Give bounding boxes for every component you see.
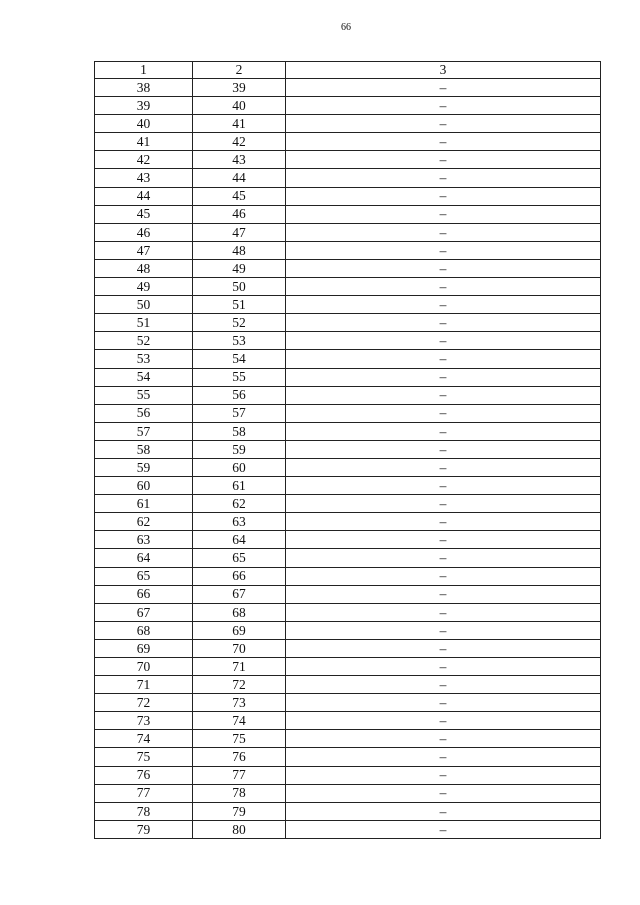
table-cell-col-2: 41 (193, 115, 286, 133)
table-cell-col-1: 51 (95, 314, 193, 332)
table-cell-col-2: 67 (193, 585, 286, 603)
table-cell-col-2: 65 (193, 549, 286, 567)
table-cell-col-2: 72 (193, 676, 286, 694)
table-row (95, 567, 601, 585)
table-cell-col-1: 45 (95, 205, 193, 223)
table-cell-col-2: 58 (193, 422, 286, 440)
table-cell-col-3: – (286, 115, 601, 133)
table-cell-col-3: – (286, 549, 601, 567)
table-row (95, 477, 601, 495)
table-row (95, 676, 601, 694)
table-row (95, 603, 601, 621)
table-cell-col-1: 76 (95, 766, 193, 784)
table-cell-col-3: – (286, 133, 601, 151)
table-cell-col-3: – (286, 676, 601, 694)
table-cell-col-1: 65 (95, 567, 193, 585)
table-cell-col-3: – (286, 748, 601, 766)
table-cell-col-1: 40 (95, 115, 193, 133)
table-row (95, 386, 601, 404)
table-cell-col-1: 47 (95, 241, 193, 259)
table-cell-col-2: 44 (193, 169, 286, 187)
table-cell-col-3: – (286, 621, 601, 639)
table-cell-col-1: 46 (95, 223, 193, 241)
table-row (95, 658, 601, 676)
table-cell-col-3: – (286, 187, 601, 205)
table-cell-col-1: 66 (95, 585, 193, 603)
table-cell-col-3: – (286, 368, 601, 386)
table-body (95, 79, 601, 839)
table-cell-col-2: 50 (193, 278, 286, 296)
table-cell-col-2: 66 (193, 567, 286, 585)
table-row (95, 205, 601, 223)
table-cell-col-2: 59 (193, 440, 286, 458)
table-cell-col-2: 75 (193, 730, 286, 748)
table-cell-col-2: 56 (193, 386, 286, 404)
table-cell-col-1: 68 (95, 621, 193, 639)
table-cell-col-2: 46 (193, 205, 286, 223)
table-cell-col-3: – (286, 477, 601, 495)
table-cell-col-3: – (286, 694, 601, 712)
table-cell-col-1: 57 (95, 422, 193, 440)
table-cell-col-2: 77 (193, 766, 286, 784)
table-cell-col-1: 77 (95, 784, 193, 802)
table-cell-col-1: 53 (95, 350, 193, 368)
table-cell-col-2: 79 (193, 802, 286, 820)
table-cell-col-1: 67 (95, 603, 193, 621)
table-cell-col-2: 54 (193, 350, 286, 368)
table-row (95, 368, 601, 386)
table-cell-col-3: – (286, 332, 601, 350)
table-row (95, 820, 601, 838)
table-cell-col-1: 63 (95, 531, 193, 549)
table-cell-col-3: – (286, 531, 601, 549)
table-row (95, 802, 601, 820)
table-cell-col-2: 60 (193, 458, 286, 476)
table-cell-col-2: 47 (193, 223, 286, 241)
column-header-3: 3 (286, 62, 601, 79)
table-cell-col-2: 71 (193, 658, 286, 676)
table-cell-col-1: 72 (95, 694, 193, 712)
table-row (95, 531, 601, 549)
table-cell-col-1: 75 (95, 748, 193, 766)
table-cell-col-1: 55 (95, 386, 193, 404)
table-cell-col-2: 69 (193, 621, 286, 639)
table-cell-col-1: 39 (95, 97, 193, 115)
table-row (95, 241, 601, 259)
table-cell-col-3: – (286, 404, 601, 422)
table-cell-col-3: – (286, 314, 601, 332)
table-cell-col-2: 68 (193, 603, 286, 621)
page-number: 66 (341, 22, 351, 33)
table-cell-col-1: 70 (95, 658, 193, 676)
column-header-1: 1 (95, 62, 193, 79)
table-row (95, 169, 601, 187)
table-header-row (95, 62, 601, 79)
table-cell-col-1: 59 (95, 458, 193, 476)
table-cell-col-1: 44 (95, 187, 193, 205)
table-row (95, 730, 601, 748)
table-cell-col-2: 57 (193, 404, 286, 422)
table-row (95, 712, 601, 730)
table-row (95, 440, 601, 458)
table-row (95, 79, 601, 97)
table-cell-col-2: 53 (193, 332, 286, 350)
table-row (95, 314, 601, 332)
table-row (95, 766, 601, 784)
table-row (95, 748, 601, 766)
table-cell-col-1: 43 (95, 169, 193, 187)
table-row (95, 784, 601, 802)
table-cell-col-2: 51 (193, 296, 286, 314)
table-row (95, 133, 601, 151)
table-cell-col-2: 73 (193, 694, 286, 712)
table-row (95, 115, 601, 133)
table-cell-col-3: – (286, 495, 601, 513)
table-cell-col-3: – (286, 730, 601, 748)
table-cell-col-2: 48 (193, 241, 286, 259)
table-cell-col-2: 62 (193, 495, 286, 513)
table-cell-col-3: – (286, 585, 601, 603)
table-row (95, 350, 601, 368)
table-cell-col-1: 78 (95, 802, 193, 820)
table-row (95, 694, 601, 712)
table-row (95, 639, 601, 657)
table-cell-col-2: 42 (193, 133, 286, 151)
table-cell-col-3: – (286, 386, 601, 404)
table-cell-col-1: 79 (95, 820, 193, 838)
table-row (95, 223, 601, 241)
table-cell-col-1: 71 (95, 676, 193, 694)
table-cell-col-3: – (286, 151, 601, 169)
table-row (95, 495, 601, 513)
table-row (95, 278, 601, 296)
table-row (95, 259, 601, 277)
table-cell-col-1: 74 (95, 730, 193, 748)
table-cell-col-2: 80 (193, 820, 286, 838)
table-row (95, 585, 601, 603)
table-cell-col-2: 64 (193, 531, 286, 549)
table-cell-col-3: – (286, 97, 601, 115)
table-cell-col-3: – (286, 820, 601, 838)
table-cell-col-2: 40 (193, 97, 286, 115)
table-cell-col-3: – (286, 223, 601, 241)
table-cell-col-1: 69 (95, 639, 193, 657)
table-row (95, 513, 601, 531)
table-cell-col-3: – (286, 241, 601, 259)
table-cell-col-3: – (286, 205, 601, 223)
table-cell-col-2: 70 (193, 639, 286, 657)
table-cell-col-3: – (286, 639, 601, 657)
table-cell-col-2: 43 (193, 151, 286, 169)
table-cell-col-2: 49 (193, 259, 286, 277)
table-cell-col-1: 41 (95, 133, 193, 151)
table-cell-col-1: 62 (95, 513, 193, 531)
table-row (95, 187, 601, 205)
table-cell-col-3: – (286, 784, 601, 802)
table-row (95, 549, 601, 567)
table-cell-col-1: 42 (95, 151, 193, 169)
table-cell-col-3: – (286, 278, 601, 296)
table-row (95, 151, 601, 169)
table-cell-col-3: – (286, 766, 601, 784)
data-table (94, 61, 601, 839)
table-cell-col-2: 39 (193, 79, 286, 97)
table-cell-col-1: 73 (95, 712, 193, 730)
table-cell-col-1: 56 (95, 404, 193, 422)
table-cell-col-1: 38 (95, 79, 193, 97)
table-row (95, 422, 601, 440)
table-cell-col-3: – (286, 513, 601, 531)
table-row (95, 332, 601, 350)
table-cell-col-3: – (286, 603, 601, 621)
column-header-2: 2 (193, 62, 286, 79)
table-cell-col-3: – (286, 259, 601, 277)
table-row (95, 296, 601, 314)
table-cell-col-1: 64 (95, 549, 193, 567)
table-cell-col-3: – (286, 79, 601, 97)
table-cell-col-2: 52 (193, 314, 286, 332)
table-row (95, 404, 601, 422)
table-cell-col-2: 74 (193, 712, 286, 730)
table-cell-col-2: 63 (193, 513, 286, 531)
table-row (95, 458, 601, 476)
table-cell-col-3: – (286, 458, 601, 476)
table-cell-col-2: 55 (193, 368, 286, 386)
table-cell-col-3: – (286, 802, 601, 820)
table-cell-col-3: – (286, 169, 601, 187)
table-cell-col-1: 61 (95, 495, 193, 513)
table-row (95, 97, 601, 115)
table-cell-col-3: – (286, 658, 601, 676)
table-cell-col-3: – (286, 440, 601, 458)
table-cell-col-3: – (286, 422, 601, 440)
table-cell-col-1: 60 (95, 477, 193, 495)
table-cell-col-2: 61 (193, 477, 286, 495)
table-cell-col-3: – (286, 296, 601, 314)
table-cell-col-1: 48 (95, 259, 193, 277)
table-cell-col-2: 45 (193, 187, 286, 205)
table-row (95, 621, 601, 639)
table-cell-col-3: – (286, 712, 601, 730)
table-cell-col-1: 58 (95, 440, 193, 458)
table-cell-col-1: 52 (95, 332, 193, 350)
table-cell-col-3: – (286, 567, 601, 585)
table-cell-col-2: 76 (193, 748, 286, 766)
table-cell-col-1: 49 (95, 278, 193, 296)
table-cell-col-2: 78 (193, 784, 286, 802)
table-cell-col-1: 50 (95, 296, 193, 314)
table-cell-col-1: 54 (95, 368, 193, 386)
table-cell-col-3: – (286, 350, 601, 368)
